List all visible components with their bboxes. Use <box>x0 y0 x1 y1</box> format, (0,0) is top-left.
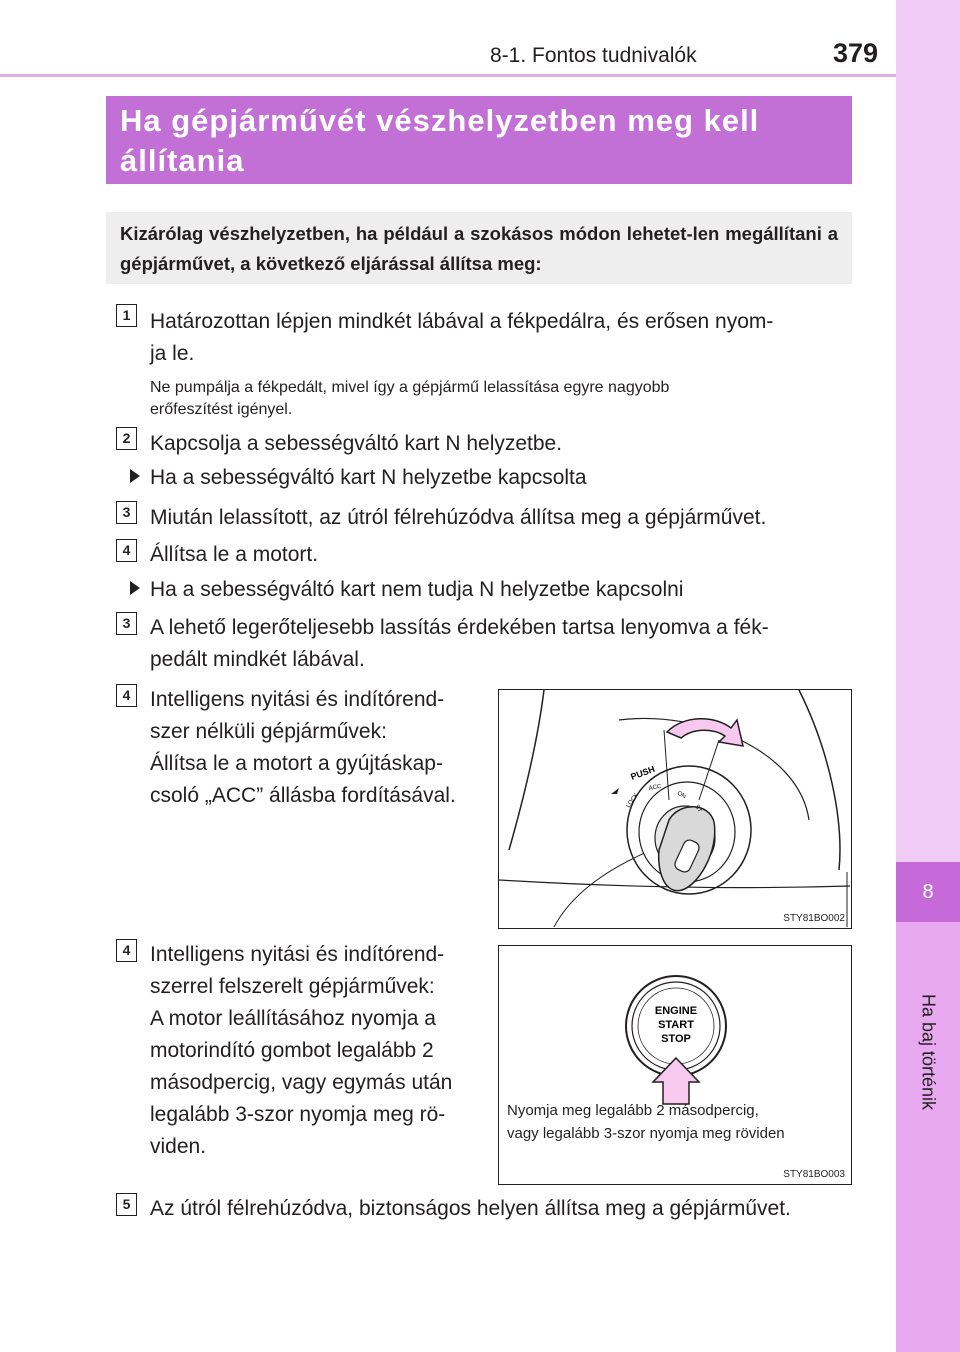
condition-heading <box>130 462 587 494</box>
step-line: legalább 3-szor nyomja meg rö- <box>150 1103 446 1126</box>
step-number: 1 <box>116 304 137 327</box>
page-number: 379 <box>833 38 879 68</box>
figure-caption-line: vagy legalább 3-szor nyomja meg röviden <box>507 1125 785 1142</box>
engine-button-figure <box>498 945 852 1185</box>
button-label-engine: ENGINE <box>654 1005 698 1017</box>
switch-label-lock: LOCK <box>625 792 641 810</box>
step-line: Intelligens nyitási és indítórend- <box>150 688 445 711</box>
step-text <box>150 939 476 1163</box>
header-rule <box>0 74 896 77</box>
step-number: 4 <box>116 684 137 707</box>
section-heading: 8-1. Fontos tudnivalók <box>490 44 697 67</box>
chapter-title-tab <box>896 922 960 1182</box>
condition-heading <box>130 574 683 606</box>
button-label-start: START <box>658 1019 694 1031</box>
step-text: A lehető legerőteljesebb lassítás érdekében tartsa lenyomva a fék- <box>150 616 769 639</box>
ignition-switch-figure <box>498 689 852 929</box>
switch-label-on: ON <box>676 790 687 801</box>
step-number: 3 <box>116 501 137 524</box>
page-title: Ha gépjárművét vészhelyzetben meg kell állítania <box>106 96 852 184</box>
step-line: viden. <box>150 1135 207 1158</box>
engine-button-illustration <box>499 946 850 1106</box>
intro-box: Kizárólag vészhelyzetben, ha például a szokásos módon lehetet-len megállítani a gépjárművet, a következő eljárással állítsa meg: <box>106 212 852 284</box>
figure-code: STY81BO003 <box>783 1169 845 1180</box>
step-line: csoló „ACC” állásba fordításával. <box>150 784 456 807</box>
figure-caption-line: Nyomja meg legalább 2 másodpercig, <box>507 1102 759 1119</box>
step-text: ja le. <box>150 342 195 365</box>
step-number: 2 <box>116 427 137 450</box>
side-tab-top <box>896 0 960 862</box>
triangle-bullet-icon <box>130 469 140 483</box>
step-text: pedált mindkét lábával. <box>150 648 365 671</box>
step-line: szer nélküli gépjárművek: <box>150 720 387 743</box>
step-text: Miután lelassított, az útról félrehúzódva állítsa meg a gépjárművet. <box>150 506 767 529</box>
switch-label-acc: ACC <box>648 783 662 792</box>
step-text: Határozottan lépjen mindkét lábával a fékpedálra, és erősen nyom- <box>150 310 774 333</box>
chapter-title: Ha baj történik <box>918 993 939 1111</box>
step-line: motorindító gombot legalább 2 <box>150 1039 434 1062</box>
step-number: 3 <box>116 612 137 635</box>
button-label-stop: STOP <box>661 1033 691 1045</box>
step-text: Állítsa le a motort. <box>150 543 319 566</box>
condition-text: Ha a sebességváltó kart N helyzetbe kapcsolta <box>150 466 587 489</box>
step-number: 4 <box>116 539 137 562</box>
step-text <box>150 684 476 812</box>
step-text: Az útról félrehúzódva, biztonságos helyen állítsa meg a gépjárművet. <box>150 1197 791 1220</box>
step-line: Intelligens nyitási és indítórend- <box>150 943 445 966</box>
step-note: Ne pumpálja a fékpedált, mivel így a gépjármű lelassítása egyre nagyobb <box>150 379 670 396</box>
chapter-number: 8 <box>896 862 960 922</box>
step-line: másodpercig, vagy egymás után <box>150 1071 453 1094</box>
switch-label-push: PUSH <box>629 763 657 782</box>
ignition-switch-illustration <box>499 690 850 927</box>
triangle-bullet-icon <box>130 581 140 595</box>
step-text: Kapcsolja a sebességváltó kart N helyzetbe. <box>150 432 563 455</box>
condition-text: Ha a sebességváltó kart nem tudja N helyzetbe kapcsolni <box>150 578 684 601</box>
figure-code: STY81BO002 <box>783 913 845 924</box>
step-note: erőfeszítést igényel. <box>150 401 293 418</box>
step-line: szerrel felszerelt gépjárművek: <box>150 975 435 998</box>
step-number: 4 <box>116 939 137 962</box>
switch-label-start: ST <box>693 804 703 814</box>
step-line: Állítsa le a motort a gyújtáskap- <box>150 752 443 775</box>
step-line: A motor leállításához nyomja a <box>150 1007 436 1030</box>
step-number: 5 <box>116 1193 137 1216</box>
